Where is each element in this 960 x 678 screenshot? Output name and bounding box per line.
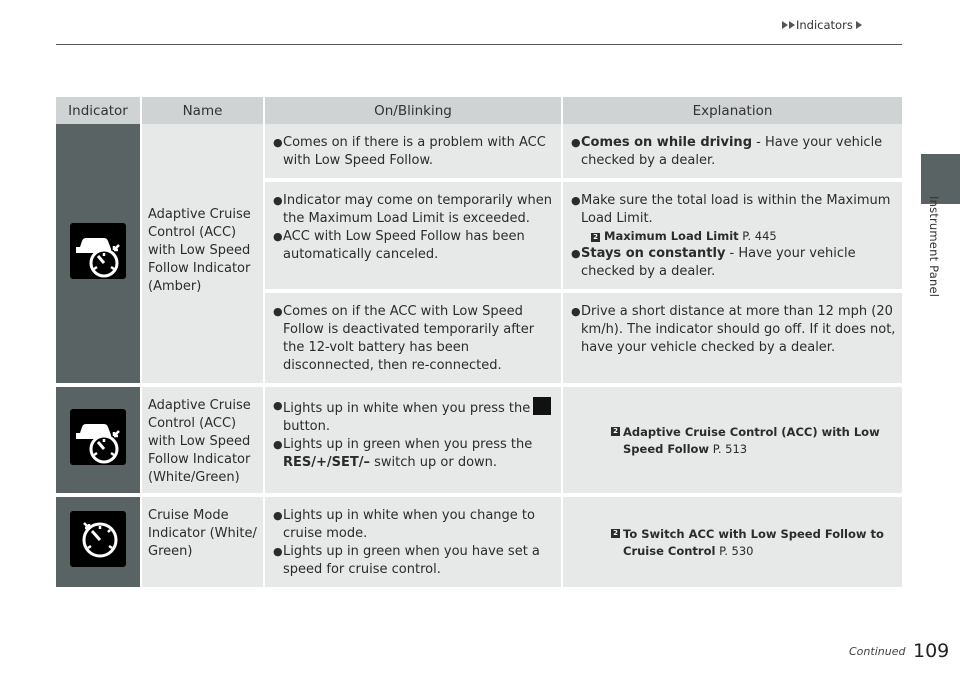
list-item: ● Make sure the total load is within the Maximum Load Limit. bbox=[571, 193, 891, 226]
indicator-cell bbox=[56, 497, 142, 591]
reference-arrow-icon: 2 bbox=[611, 529, 620, 538]
breadcrumb bbox=[782, 18, 863, 32]
reference-arrow-icon: 2 bbox=[611, 427, 620, 436]
list-item: ● Lights up in white when you press the button. bbox=[283, 397, 555, 436]
breadcrumb-arrow-icon bbox=[789, 21, 795, 29]
explanation-cell bbox=[563, 124, 902, 182]
column-header-indicator: Indicator bbox=[56, 97, 142, 124]
breadcrumb-label: Indicators bbox=[796, 18, 853, 32]
table-header-row bbox=[56, 97, 902, 124]
explanation-cell bbox=[563, 182, 902, 293]
table-row bbox=[56, 497, 902, 591]
column-header-name: Name bbox=[142, 97, 265, 124]
explanation-cell bbox=[563, 497, 902, 591]
reference-arrow-icon: 2 bbox=[591, 233, 600, 242]
indicator-table bbox=[56, 97, 902, 591]
list-item: ● ACC with Low Speed Follow has been automatically canceled. bbox=[273, 229, 525, 262]
list-item: ● Drive a short distance at more than 12 mph (20 km/h). The indicator should go off. If it does not, have your vehicle checked by a dealer. bbox=[571, 304, 896, 355]
continued-label: Continued bbox=[849, 645, 906, 658]
explanation-cell bbox=[563, 387, 902, 497]
acc-button-icon bbox=[533, 397, 551, 415]
page-number: 109 bbox=[913, 640, 950, 662]
column-header-on-blinking: On/Blinking bbox=[265, 97, 563, 124]
cross-reference[interactable]: 2 Adaptive Cruise Control (ACC) with Low Speed Follow P. 513 bbox=[599, 424, 896, 458]
list-item: ● Stays on constantly - Have your vehicle checked by a dealer. bbox=[571, 246, 856, 279]
list-item: ● Indicator may come on temporarily when the Maximum Load Limit is exceeded. bbox=[273, 193, 553, 226]
breadcrumb-arrow-icon bbox=[856, 21, 862, 29]
header-divider bbox=[56, 44, 902, 45]
table-row bbox=[56, 387, 902, 497]
indicator-cell bbox=[56, 124, 142, 387]
indicator-name: Adaptive Cruise Control (ACC) with Low Speed Follow Indicator (Amber) bbox=[142, 124, 265, 387]
on-blinking-cell bbox=[265, 497, 563, 591]
column-header-explanation: Explanation bbox=[563, 97, 902, 124]
cross-reference[interactable]: 2 To Switch ACC with Low Speed Follow to Cruise Control P. 530 bbox=[599, 526, 896, 560]
breadcrumb-arrow-icon bbox=[782, 21, 788, 29]
indicator-name: Cruise Mode Indicator (White/ Green) bbox=[142, 497, 265, 591]
list-item: ● Comes on if the ACC with Low Speed Follow is deactivated temporarily after the 12-volt battery has been disconnected, then re-connected. bbox=[273, 304, 535, 373]
acc-low-speed-follow-icon bbox=[70, 223, 126, 279]
chapter-label: Instrument Panel bbox=[927, 196, 941, 298]
on-blinking-cell bbox=[265, 293, 563, 387]
acc-low-speed-follow-icon bbox=[70, 409, 126, 465]
list-item: ● Comes on if there is a problem with ACC with Low Speed Follow. bbox=[273, 135, 546, 168]
list-item: ● Lights up in green when you press the RES/+/SET/– switch up or down. bbox=[273, 437, 533, 470]
explanation-cell bbox=[563, 293, 902, 387]
indicator-name: Adaptive Cruise Control (ACC) with Low Speed Follow Indicator (White/Green) bbox=[142, 387, 265, 497]
table-row bbox=[56, 124, 902, 182]
indicator-cell bbox=[56, 387, 142, 497]
list-item: ● Comes on while driving - Have your vehicle checked by a dealer. bbox=[571, 135, 883, 168]
cross-reference[interactable]: 2 Maximum Load Limit P. 445 bbox=[581, 228, 896, 245]
on-blinking-cell bbox=[265, 182, 563, 293]
on-blinking-cell bbox=[265, 124, 563, 182]
list-item: ● Lights up in white when you change to cruise mode. bbox=[273, 508, 535, 541]
list-item: ● Lights up in green when you have set a speed for cruise control. bbox=[273, 544, 540, 577]
cruise-mode-icon bbox=[70, 511, 126, 567]
on-blinking-cell bbox=[265, 387, 563, 497]
